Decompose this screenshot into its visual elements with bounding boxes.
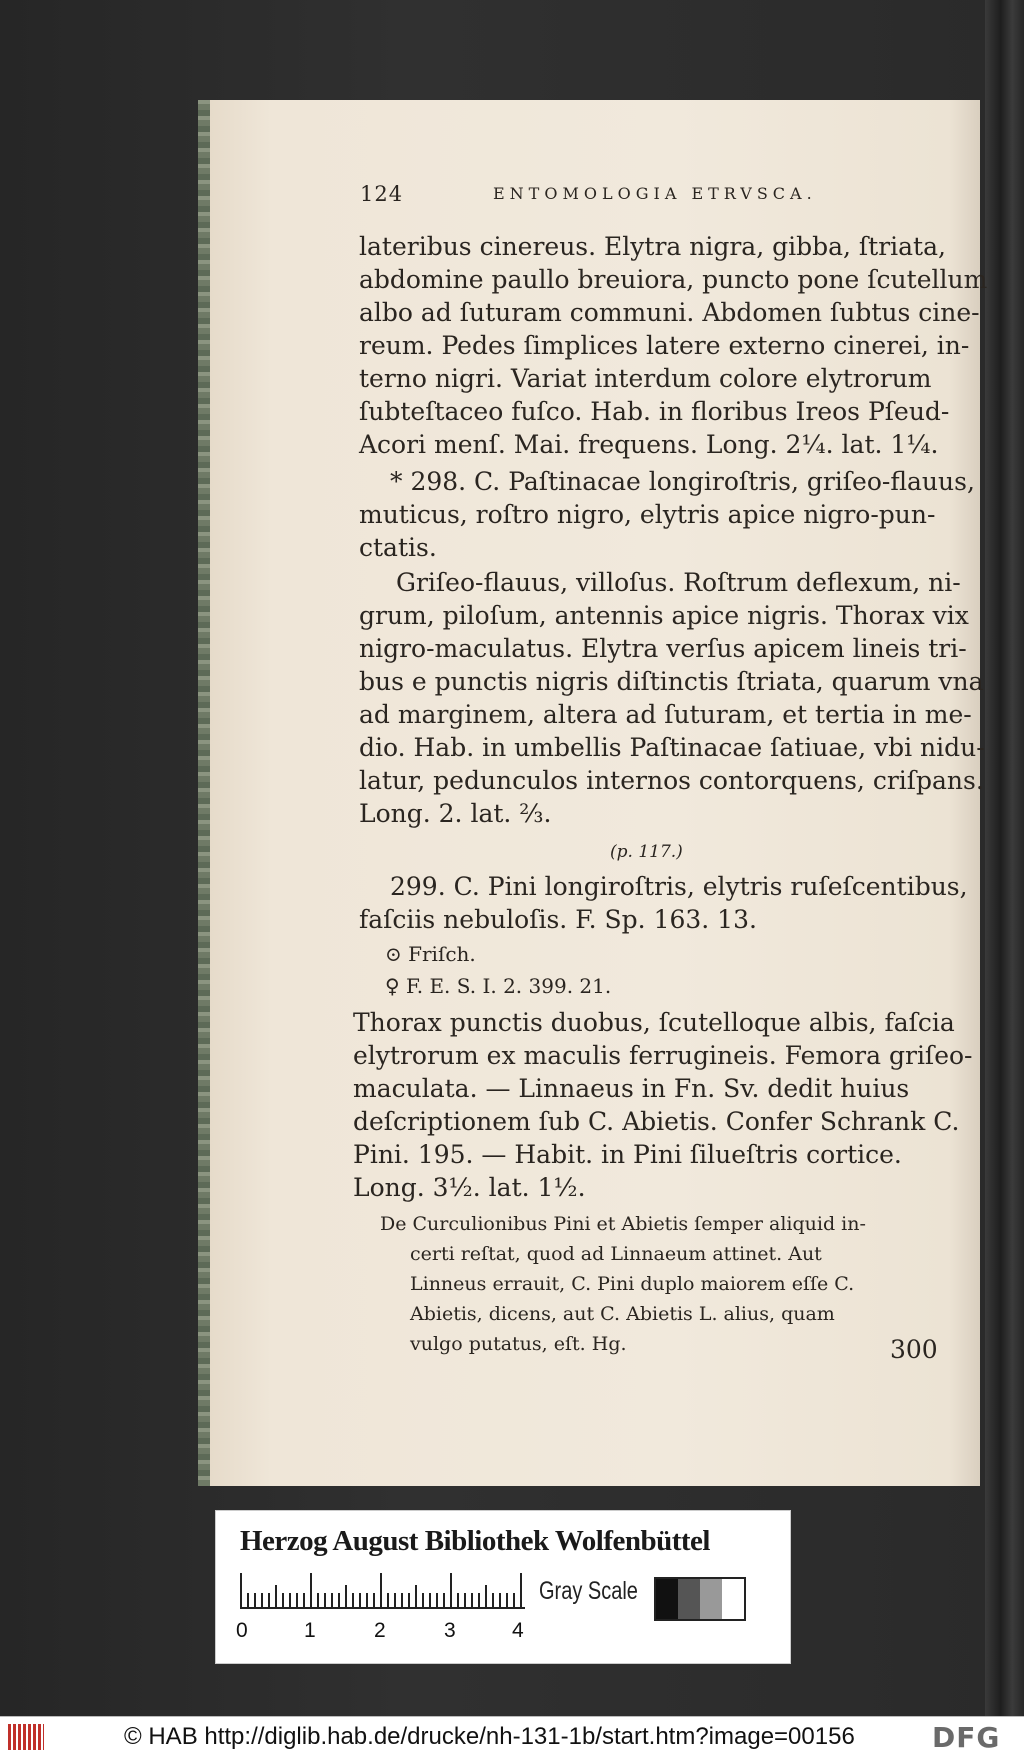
running-title: ENTOMOLOGIA ETRVSCA. bbox=[493, 184, 817, 203]
gray-swatch bbox=[722, 1579, 744, 1619]
text-line: Acori menſ. Mai. frequens. Long. 2¼. lat. 1¼. bbox=[359, 430, 939, 459]
text-line: albo ad ſuturam communi. Abdomen ſubtus cine- bbox=[359, 298, 980, 327]
footnote-line: De Curculionibus Pini et Abietis ſemper aliquid in- bbox=[380, 1213, 866, 1235]
entry-299-heading: 299. C. Pini longiroſtris, elytris ruſeſcentibus, bbox=[390, 872, 968, 901]
text-line: dio. Hab. in umbellis Paſtinacae ſatiuae, vbi nidu- bbox=[359, 733, 985, 762]
text-line: Long. 2. lat. ⅔. bbox=[359, 799, 552, 828]
footnote-line: certi reſtat, quod ad Linnaeum attinet. Aut bbox=[410, 1243, 822, 1265]
text-line: Long. 3½. lat. 1½. bbox=[353, 1173, 586, 1202]
ruler-number: 3 bbox=[444, 1619, 456, 1642]
text-line: faſciis nebuloſis. F. Sp. 163. 13. bbox=[359, 905, 757, 934]
gray-swatch bbox=[656, 1579, 678, 1619]
gray-swatch bbox=[678, 1579, 700, 1619]
text-line: grum, piloſum, antennis apice nigris. Thorax vix bbox=[359, 601, 969, 630]
facing-page-edge bbox=[985, 0, 1024, 1716]
reference-line: ⊙ Friſch. bbox=[385, 942, 476, 966]
text-line: ctatis. bbox=[359, 533, 437, 562]
text-line: abdomine paullo breuiora, puncto pone ſcutellum bbox=[359, 265, 988, 294]
ruler-number: 2 bbox=[374, 1619, 386, 1642]
footnote-line: Abietis, dicens, aut C. Abietis L. alius, quam bbox=[410, 1303, 835, 1325]
text-line: nigro-maculatus. Elytra verſus apicem lineis tri- bbox=[359, 634, 967, 663]
text-line: deſcriptionem ſub C. Abietis. Confer Schrank C. bbox=[353, 1107, 960, 1136]
catchword: 300 bbox=[890, 1335, 938, 1364]
running-head bbox=[360, 182, 1024, 212]
book-page bbox=[210, 100, 988, 1486]
text-line: Pini. 195. — Habit. in Pini ſilueſtris cortice. bbox=[353, 1140, 902, 1169]
page-marker: (p. 117.) bbox=[610, 842, 683, 862]
scale-ruler bbox=[240, 1573, 525, 1609]
hab-logo-icon bbox=[8, 1724, 44, 1750]
text-line: Griſeo-flauus, villoſus. Roſtrum deflexum, ni- bbox=[396, 568, 961, 597]
ruler-number: 1 bbox=[304, 1619, 316, 1642]
text-line: ſubteſtaceo fuſco. Hab. in floribus Ireos Pſeud- bbox=[359, 397, 950, 426]
dfg-logo: DFG bbox=[932, 1721, 1001, 1754]
entry-298-heading: * 298. C. Paſtinacae longiroſtris, griſeo-flauus, bbox=[390, 467, 975, 496]
text-line: bus e punctis nigris diſtinctis ſtriata, quarum vna bbox=[359, 667, 984, 696]
footnote-line: Linneus errauit, C. Pini duplo maiorem eſſe C. bbox=[410, 1273, 855, 1295]
ruler-number: 0 bbox=[236, 1619, 248, 1642]
text-line: terno nigri. Variat interdum colore elytrorum bbox=[359, 364, 932, 393]
text-line: latur, pedunculos internos contorquens, criſpans. bbox=[359, 766, 984, 795]
text-line: lateribus cinereus. Elytra nigra, gibba, ſtriata, bbox=[359, 232, 946, 261]
gray-scale-label: Gray Scale bbox=[539, 1577, 638, 1605]
reference-line: ♀ F. E. S. I. 2. 399. 21. bbox=[385, 974, 612, 998]
footer-bar bbox=[0, 1716, 1024, 1757]
text-line: reum. Pedes ſimplices latere externo cinerei, in- bbox=[359, 331, 970, 360]
text-line: Thorax punctis duobus, ſcutelloque albis, faſcia bbox=[353, 1008, 955, 1037]
text-line: muticus, roſtro nigro, elytris apice nigro-pun- bbox=[359, 500, 936, 529]
source-url[interactable]: © HAB http://diglib.hab.de/drucke/nh-131-1b/start.htm?image=00156 bbox=[124, 1723, 855, 1750]
text-line: maculata. — Linnaeus in Fn. Sv. dedit huius bbox=[353, 1074, 910, 1103]
text-line: ad marginem, altera ad ſuturam, et tertia in me- bbox=[359, 700, 972, 729]
page-number: 124 bbox=[360, 182, 404, 206]
color-checker-card bbox=[215, 1510, 791, 1664]
gray-swatch bbox=[700, 1579, 722, 1619]
gray-scale-swatches bbox=[654, 1577, 746, 1621]
ruler-number: 4 bbox=[512, 1619, 524, 1642]
footnote-line: vulgo putatus, eſt. Hg. bbox=[410, 1333, 627, 1355]
text-line: elytrorum ex maculis ferrugineis. Femora griſeo- bbox=[353, 1041, 973, 1070]
library-name: Herzog August Bibliothek Wolfenbüttel bbox=[240, 1525, 710, 1557]
